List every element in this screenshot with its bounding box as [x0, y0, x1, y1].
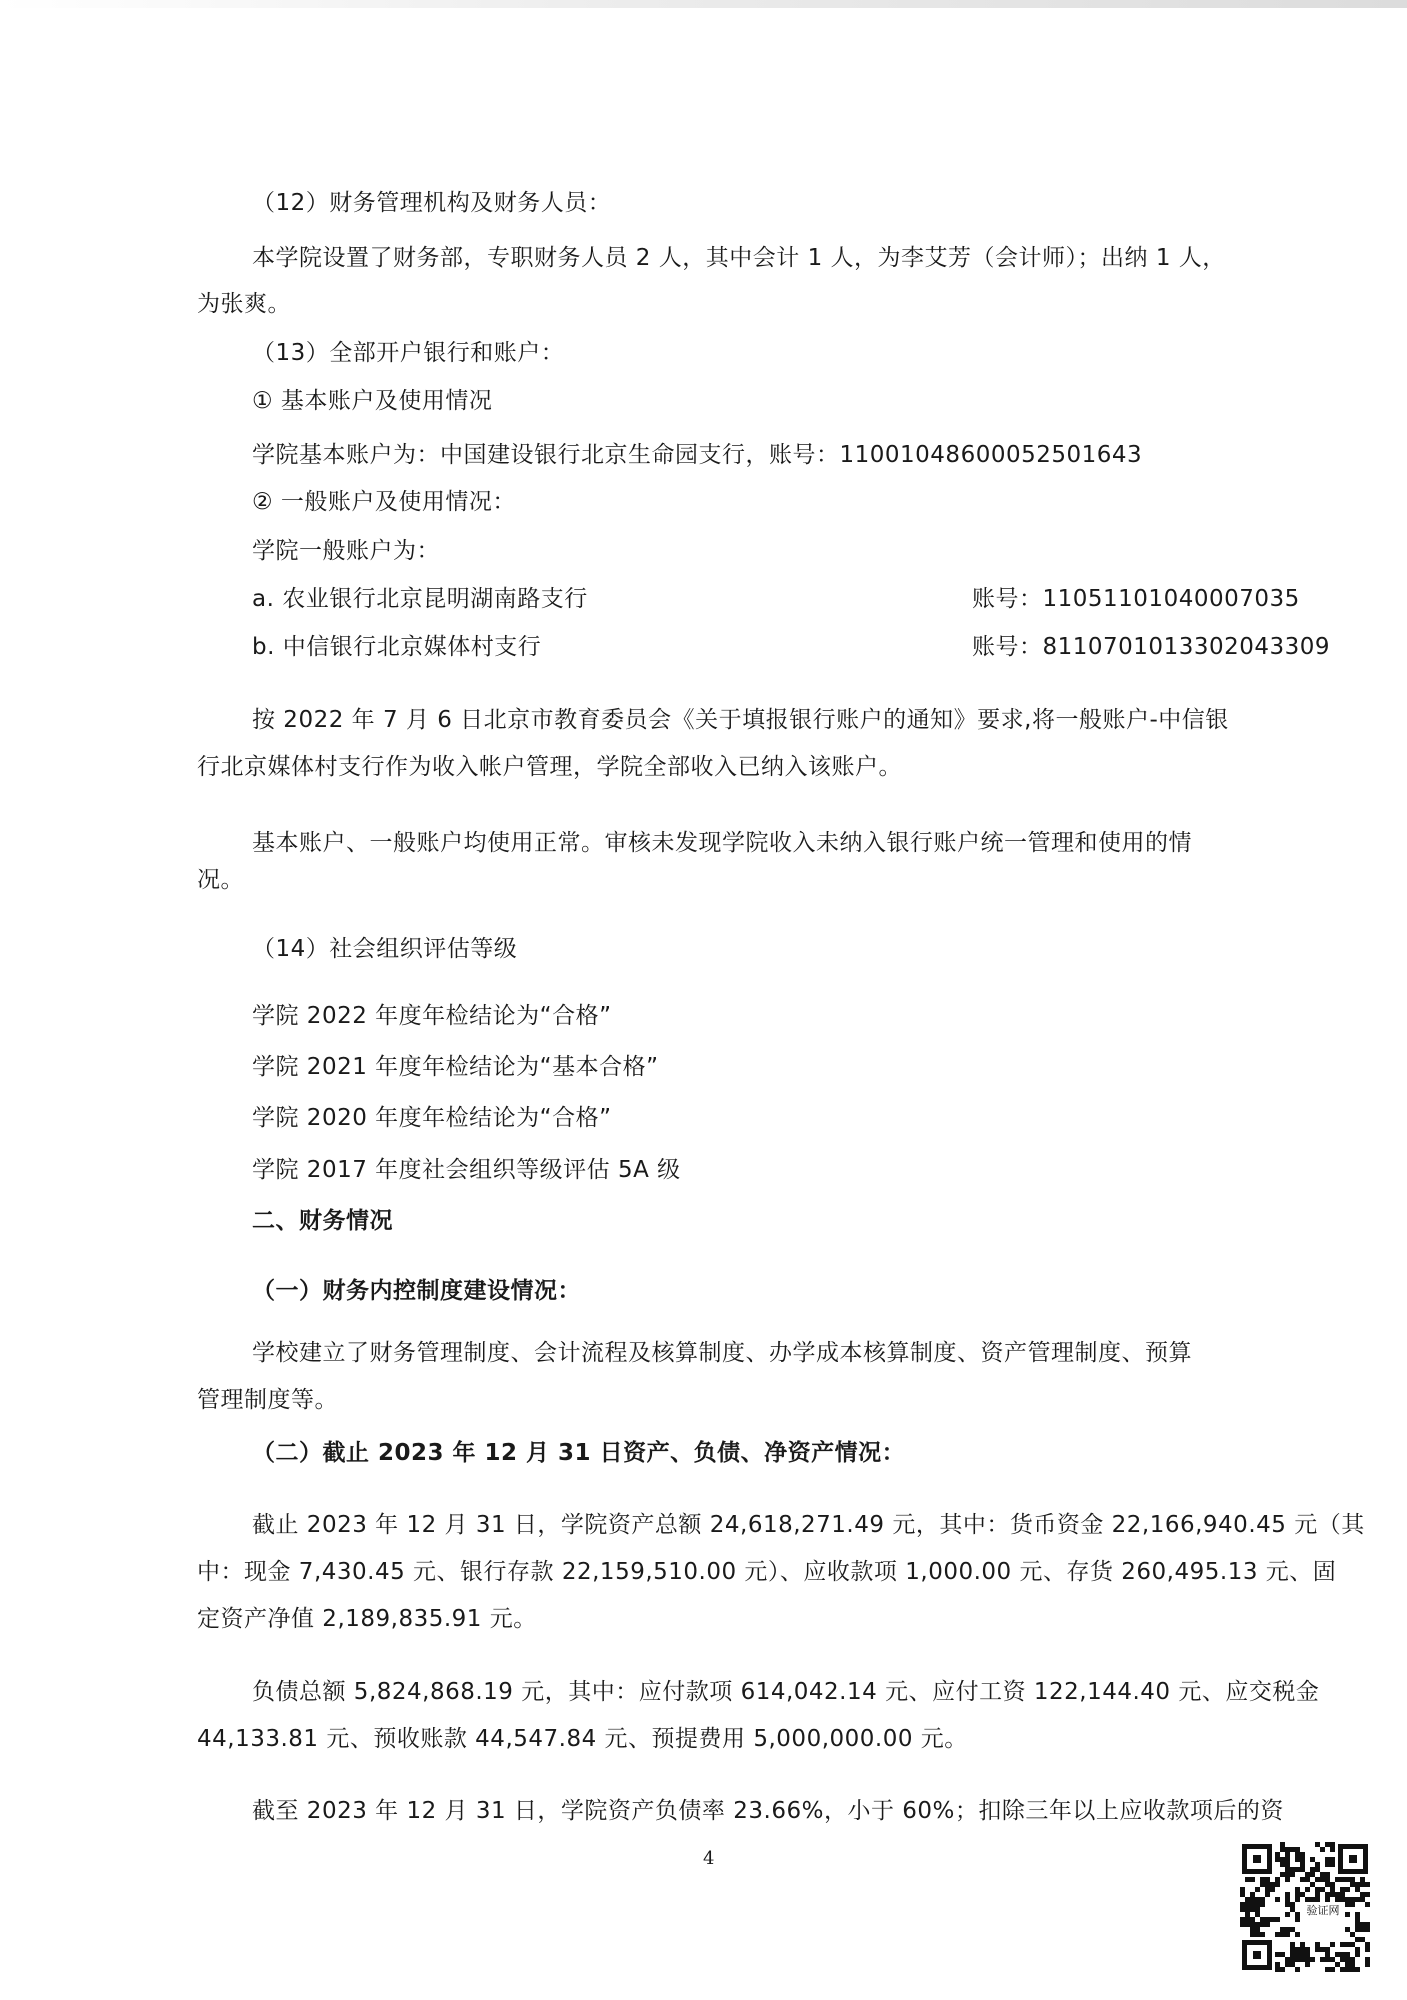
paragraph-line: 负债总额 5,824,868.19 元，其中：应付款项 614,042.14 元、应付工资 122,144.40 元、应交税金 [252, 1679, 1320, 1705]
bank-name: b. 中信银行北京媒体村支行 [252, 634, 542, 660]
qr-finder-pattern [1242, 1940, 1272, 1970]
paragraph-line: 行北京媒体村支行作为收入帐户管理，学院全部收入已纳入该账户。 [197, 754, 902, 780]
qr-module [1275, 1882, 1280, 1887]
qr-module [1295, 1967, 1300, 1972]
qr-module [1295, 1932, 1300, 1937]
paragraph-line: 中：现金 7,430.45 元、银行存款 22,159,510.00 元）、应收款项 1,000.00 元、存货 260,495.13 元、固 [197, 1559, 1337, 1585]
page-number: 4 [703, 1848, 715, 1869]
paragraph-line: 按 2022 年 7 月 6 日北京市教育委员会《关于填报银行账户的通知》要求,将一般账户-中信银 [252, 707, 1229, 733]
qr-module [1355, 1952, 1360, 1957]
qr-module [1365, 1892, 1370, 1897]
paragraph-line: 截止 2023 年 12 月 31 日，学院资产总额 24,618,271.49 元，其中：货币资金 22,166,940.45 元（其 [252, 1512, 1365, 1538]
basic-account-line: 学院基本账户为：中国建设银行北京生命园支行，账号：11001048600052501643 [252, 442, 1143, 468]
inspection-result: 学院 2020 年度年检结论为“合格” [252, 1105, 612, 1131]
qr-module [1320, 1847, 1325, 1852]
paragraph-line: 截至 2023 年 12 月 31 日，学院资产负债率 23.66%，小于 60%；扣除三年以上应收款项后的资 [252, 1798, 1284, 1824]
qr-module [1365, 1902, 1370, 1907]
subheading-basic-account: ① 基本账户及使用情况 [252, 388, 493, 414]
account-row-b [252, 632, 1331, 662]
inspection-result: 学院 2022 年度年检结论为“合格” [252, 1003, 612, 1029]
section-heading-13: （13）全部开户银行和账户： [252, 340, 565, 366]
qr-module [1290, 1872, 1295, 1877]
qr-code-icon[interactable] [1240, 1842, 1370, 1972]
qr-caption: 验证网 [1306, 1904, 1340, 1917]
qr-module [1285, 1912, 1290, 1917]
qr-module [1345, 1887, 1350, 1892]
qr-module [1250, 1877, 1255, 1882]
section-heading-14: （14）社会组织评估等级 [252, 936, 518, 962]
qr-module [1325, 1897, 1330, 1902]
account-number: 账号：11051101040007035 [972, 586, 1300, 612]
qr-module [1330, 1862, 1335, 1867]
account-number: 账号：8110701013302043309 [972, 634, 1331, 660]
qr-module [1280, 1967, 1285, 1972]
paragraph-line: 本学院设置了财务部，专职财务人员 2 人，其中会计 1 人，为李艾芳（会计师）；出纳 1 人， [252, 245, 1226, 271]
qr-module [1285, 1877, 1290, 1882]
qr-module [1265, 1892, 1270, 1897]
paragraph-line: 管理制度等。 [197, 1387, 338, 1413]
subheading-general-account: ② 一般账户及使用情况： [252, 489, 516, 515]
paragraph-line: 学校建立了财务管理制度、会计流程及核算制度、办学成本核算制度、资产管理制度、预算 [252, 1340, 1192, 1366]
qr-module [1365, 1927, 1370, 1932]
qr-module [1365, 1962, 1370, 1967]
paragraph-line: 定资产净值 2,189,835.91 元。 [197, 1606, 537, 1632]
qr-module [1315, 1897, 1320, 1902]
section-title-finance: 二、财务情况 [252, 1208, 393, 1234]
qr-module [1345, 1912, 1350, 1917]
qr-module [1265, 1922, 1270, 1927]
subsection-title-internal-control: （一）财务内控制度建设情况： [252, 1278, 581, 1304]
subsection-title-assets: （二）截止 2023 年 12 月 31 日资产、负债、净资产情况： [252, 1440, 906, 1466]
qr-module [1255, 1887, 1260, 1892]
qr-module [1330, 1967, 1335, 1972]
section-heading-12: （12）财务管理机构及财务人员： [252, 190, 612, 216]
qr-module [1260, 1902, 1265, 1907]
paragraph-line: 基本账户、一般账户均使用正常。审核未发现学院收入未纳入银行账户统一管理和使用的情 [252, 830, 1192, 856]
inspection-result: 学院 2021 年度年检结论为“基本合格” [252, 1054, 659, 1080]
account-row-a [252, 584, 1300, 614]
general-account-intro: 学院一般账户为： [252, 538, 440, 564]
paragraph-line: 况。 [197, 867, 244, 893]
qr-module [1310, 1957, 1315, 1962]
evaluation-grade: 学院 2017 年度社会组织等级评估 5A 级 [252, 1157, 681, 1183]
qr-module [1260, 1932, 1265, 1937]
qr-module [1365, 1947, 1370, 1952]
bank-name: a. 农业银行北京昆明湖南路支行 [252, 586, 588, 612]
qr-module [1305, 1962, 1310, 1967]
qr-module [1275, 1897, 1280, 1902]
paragraph-line: 为张爽。 [197, 291, 291, 317]
qr-module [1295, 1897, 1300, 1902]
qr-module [1270, 1887, 1275, 1892]
qr-module [1330, 1942, 1335, 1947]
qr-finder-pattern [1242, 1844, 1272, 1874]
qr-module [1365, 1882, 1370, 1887]
qr-module [1275, 1917, 1280, 1922]
qr-module [1285, 1932, 1290, 1937]
qr-module [1330, 1847, 1335, 1852]
scan-edge [0, 0, 1407, 8]
paragraph-line: 44,133.81 元、预收账款 44,547.84 元、预提费用 5,000,000.00 元。 [197, 1726, 968, 1752]
qr-module [1350, 1902, 1355, 1907]
qr-finder-pattern [1338, 1844, 1368, 1874]
qr-module [1295, 1917, 1300, 1922]
qr-module [1355, 1967, 1360, 1972]
qr-module [1305, 1887, 1310, 1892]
